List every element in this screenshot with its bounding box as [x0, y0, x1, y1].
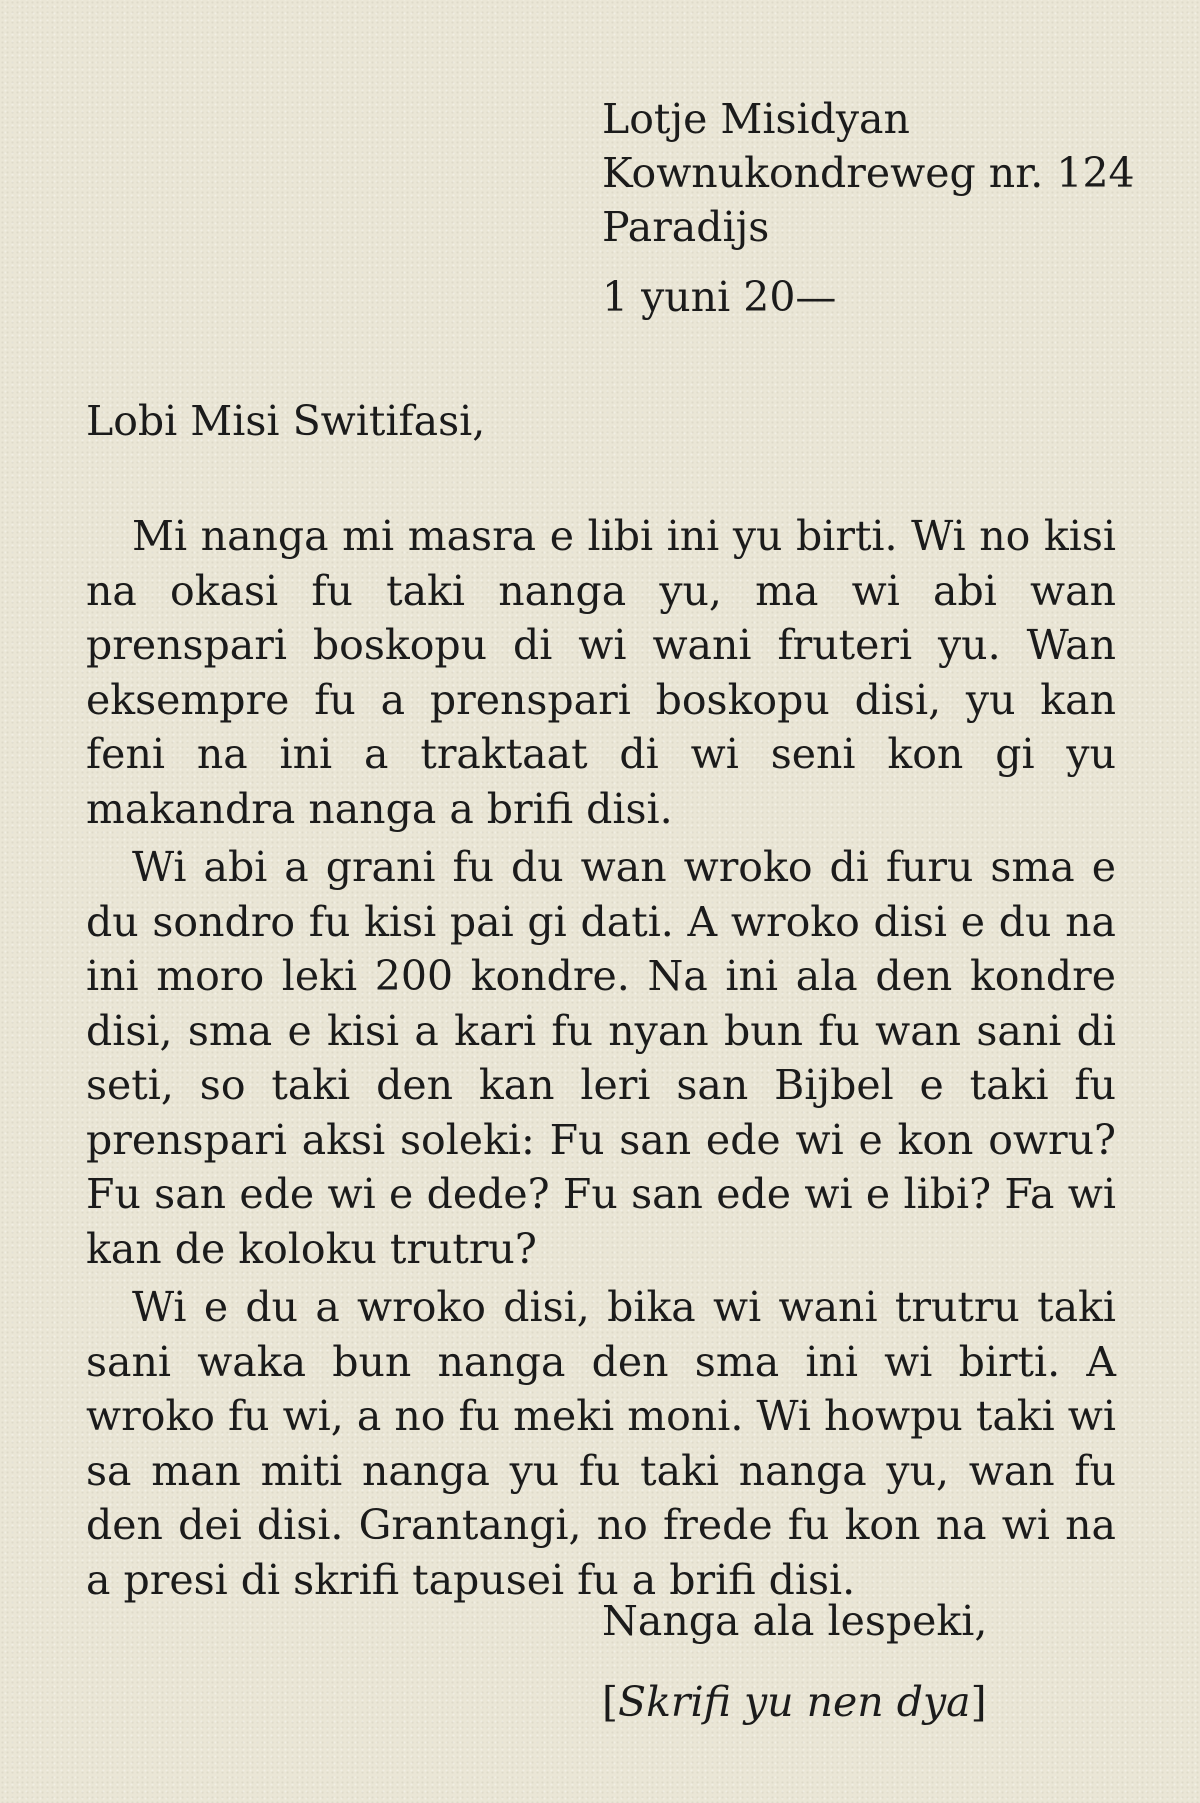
- sender-address: [602, 92, 1135, 254]
- letter-body: [86, 509, 1116, 1611]
- sender-street: Kownukondreweg nr. 124: [602, 149, 1135, 197]
- body-paragraph-3: Wi e du a wroko disi, bika wi wani trutru taki sani waka bun nanga den sma ini wi birti. A wroko fu wi, a no fu meki moni. Wi howpu taki wi sa man miti nanga yu fu taki nanga yu, wan fu den dei disi. Grantangi, no frede fu kon na wi na a presi di skrifi tapusei fu a brifi disi.: [86, 1283, 1116, 1604]
- signature-text: Skrifi yu nen dya: [618, 1678, 971, 1726]
- sender-city: Paradijs: [602, 203, 770, 251]
- salutation: Lobi Misi Switifasi,: [86, 397, 486, 445]
- letter-date: 1 yuni 20—: [602, 273, 837, 321]
- body-paragraph-2: Wi abi a grani fu du wan wroko di furu sma e du sondro fu kisi pai gi dati. A wroko disi e du na ini moro leki 200 kondre. Na ini ala den kondre disi, sma e kisi a kari fu nyan bun fu wan sani di seti, so taki den kan leri san Bijbel e taki fu prenspari aksi soleki: Fu san ede wi e kon owru? Fu san ede wi e dede? Fu san ede wi e libi? Fa wi kan de koloku trutru?: [86, 843, 1116, 1273]
- signature-placeholder: [602, 1675, 987, 1729]
- signature-bracket-close: ]: [970, 1678, 987, 1726]
- signature-bracket-open: [: [602, 1678, 618, 1726]
- closing: Nanga ala lespeki,: [602, 1597, 988, 1645]
- body-paragraph-1: Mi nanga mi masra e libi ini yu birti. Wi no kisi na okasi fu taki nanga yu, ma wi abi wan prenspari boskopu di wi wani fruteri yu. Wan eksempre fu a prenspari boskopu disi, yu kan feni na ini a traktaat di wi seni kon gi yu makandra nanga a brifi disi.: [86, 512, 1116, 833]
- sender-name: Lotje Misidyan: [602, 95, 910, 143]
